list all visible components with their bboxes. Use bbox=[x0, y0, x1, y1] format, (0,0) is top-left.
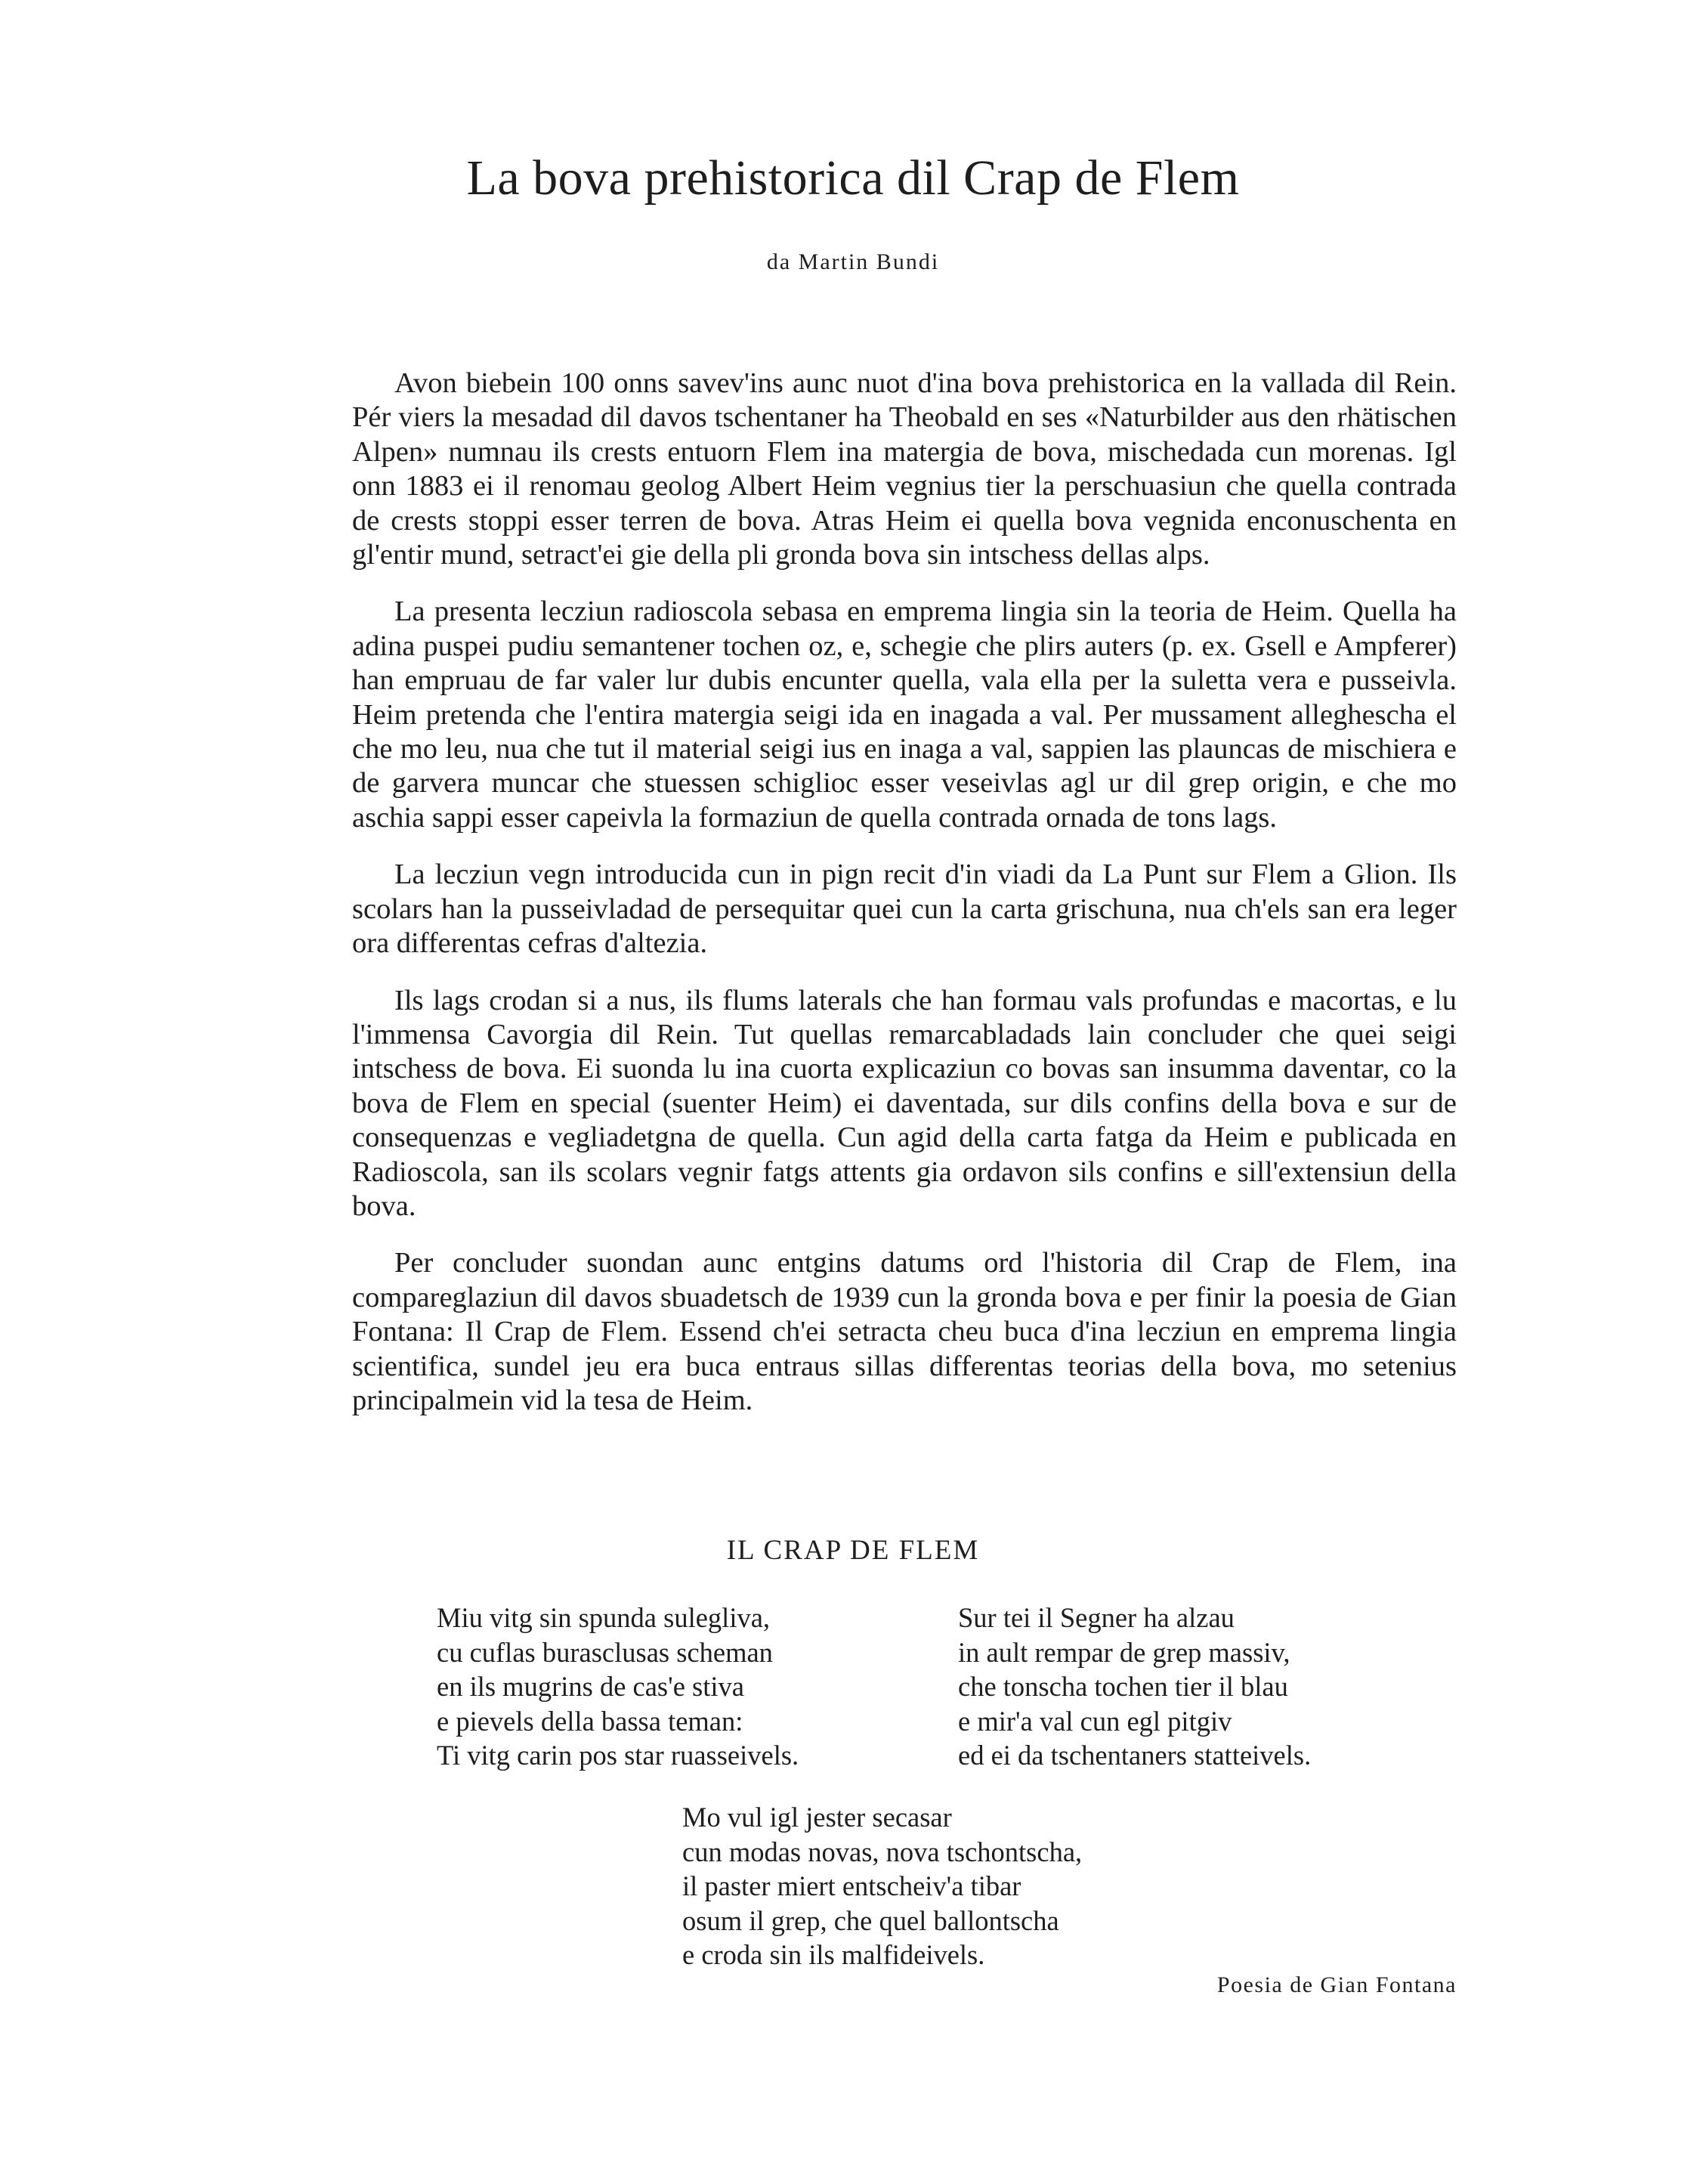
article-byline: da Martin Bundi bbox=[766, 249, 940, 274]
poem-line: Miu vitg sin spunda sulegliva, bbox=[437, 1602, 771, 1633]
poem-line: e mir'a val cun egl pitgiv bbox=[958, 1705, 1232, 1737]
poem-stanza-2 bbox=[958, 1601, 1311, 1773]
poem-stanza-3 bbox=[682, 1800, 1082, 1972]
paragraph-2: La presenta lecziun radioscola sebasa en emprema lingia sin la teoria de Heim. Quella ha adina puspei pudiu semantener tochen oz, e, schegie che plirs auters (p. ex. Gsell e Ampferer) han empruau de far valer lur dubis encunter quella, vala ella per la suletta vera e pusseivla. Heim pretenda che l'entira matergia seigi ida en inagada a val. Per mussament allegheschа el che mo leu, nua che tut il material seigi ius en inaga a val, sappien las plauncas de mischiera e de garvera muncar che stuessen schiglioc esser veseivlas agl ur dil grep origin, e che mo aschia sappi esser capeivla la formaziun de quella contrada ornada de tons lags. bbox=[352, 595, 1457, 834]
poem-line: Sur tei il Segner ha alzau bbox=[958, 1602, 1235, 1633]
poem-line: cu cuflas burasclusas scheman bbox=[437, 1636, 773, 1668]
paragraph-4: Ils lags crodan si a nus, ils flums laterals che han formau vals profundas e macortas, e lu l'immensa Cavorgia dil Rein. Tut quellas remarcabladads lain concluder che quei seigi intschess de bova. Ei suonda lu ina cuorta explicaziun co bovas san insumma daventar, co la bova de Flem en special (suenter Heim) ei daventada, sur dils confins della bova e sur de consequenzas e vegliadetgna de quella. Cun agid della carta fatga da Heim e publicada en Radioscola, san ils scolars vegnir fatgs attents gia ordavon sils confins e sill'extensiun della bova. bbox=[352, 984, 1457, 1222]
poem-line: Ti vitg carin pos star ruasseivels. bbox=[437, 1740, 799, 1771]
poem-line: ed ei da tschentaners statteivels. bbox=[958, 1740, 1312, 1771]
poem-line: che tonscha tochen tier il blau bbox=[958, 1671, 1288, 1702]
article-title: La bova prehistorica dil Crap de Flem bbox=[466, 150, 1240, 206]
paragraph-1: Avon biebein 100 onns savev'ins aunc nuot d'ina bova prehistorica en la vallada dil Rein. Pér viers la mesadad dil davos tschentaner ha Theobald en ses «Naturbilder aus den rhätischen Alpen» numnau ils crests entuorn Flem ina matergia de bova, mischedada cun morenas. Igl onn 1883 ei il renomau geolog Albert Heim vegnius tier la perschuasiun che quella contrada de crests stoppi esser terren de bova. Atras Heim ei quella bova vegnida enconuschenta en gl'entir mund, setract'ei gie della pli gronda bova sin intschess dellas alps. bbox=[352, 367, 1457, 571]
poem-line: e pievels della bassa teman: bbox=[437, 1705, 743, 1737]
poem-line: en ils mugrins de cas'e stiva bbox=[437, 1671, 744, 1702]
paragraph-3: La lecziun vegn introducida cun in pign recit d'in viadi da La Punt sur Flem a Glion. Ils scolars han la pusseivladad de persequitar quei cun la carta grischuna, nua ch'els san era leger ora differentas cefras d'altezia. bbox=[352, 858, 1457, 960]
poem-title: IL CRAP DE FLEM bbox=[726, 1535, 980, 1566]
article-body bbox=[352, 367, 1457, 1440]
poem-credit: Poesia de Gian Fontana bbox=[1216, 1972, 1457, 1997]
poem-line: Mo vul igl jester secasar bbox=[682, 1802, 952, 1833]
poem-stanza-1 bbox=[437, 1601, 799, 1773]
poem-line: osum il grep, che quel ballontscha bbox=[682, 1904, 1059, 1936]
poem-line: il paster miert entscheiv'a tibar bbox=[682, 1870, 1021, 1901]
poem-line: cun modas novas, nova tschontscha, bbox=[682, 1836, 1083, 1867]
poem-line: e croda sin ils malfideivels. bbox=[682, 1939, 985, 1970]
poem-line: in ault rempar de grep massiv, bbox=[958, 1636, 1290, 1668]
paragraph-5: Per concluder suondan aunc entgins datums ord l'historia dil Crap de Flem, ina compareglaziun dil davos sbuadetsch de 1939 cun la gronda bova e per finir la poesia de Gian Fontana: Il Crap de Flem. Essend ch'ei setracta cheu buca d'ina lecziun en emprema lingia scientifica, sundel jeu era buca entraus sillas differentas teorias della bova, mo setenius principalmein vid la tesa de Heim. bbox=[352, 1247, 1457, 1416]
